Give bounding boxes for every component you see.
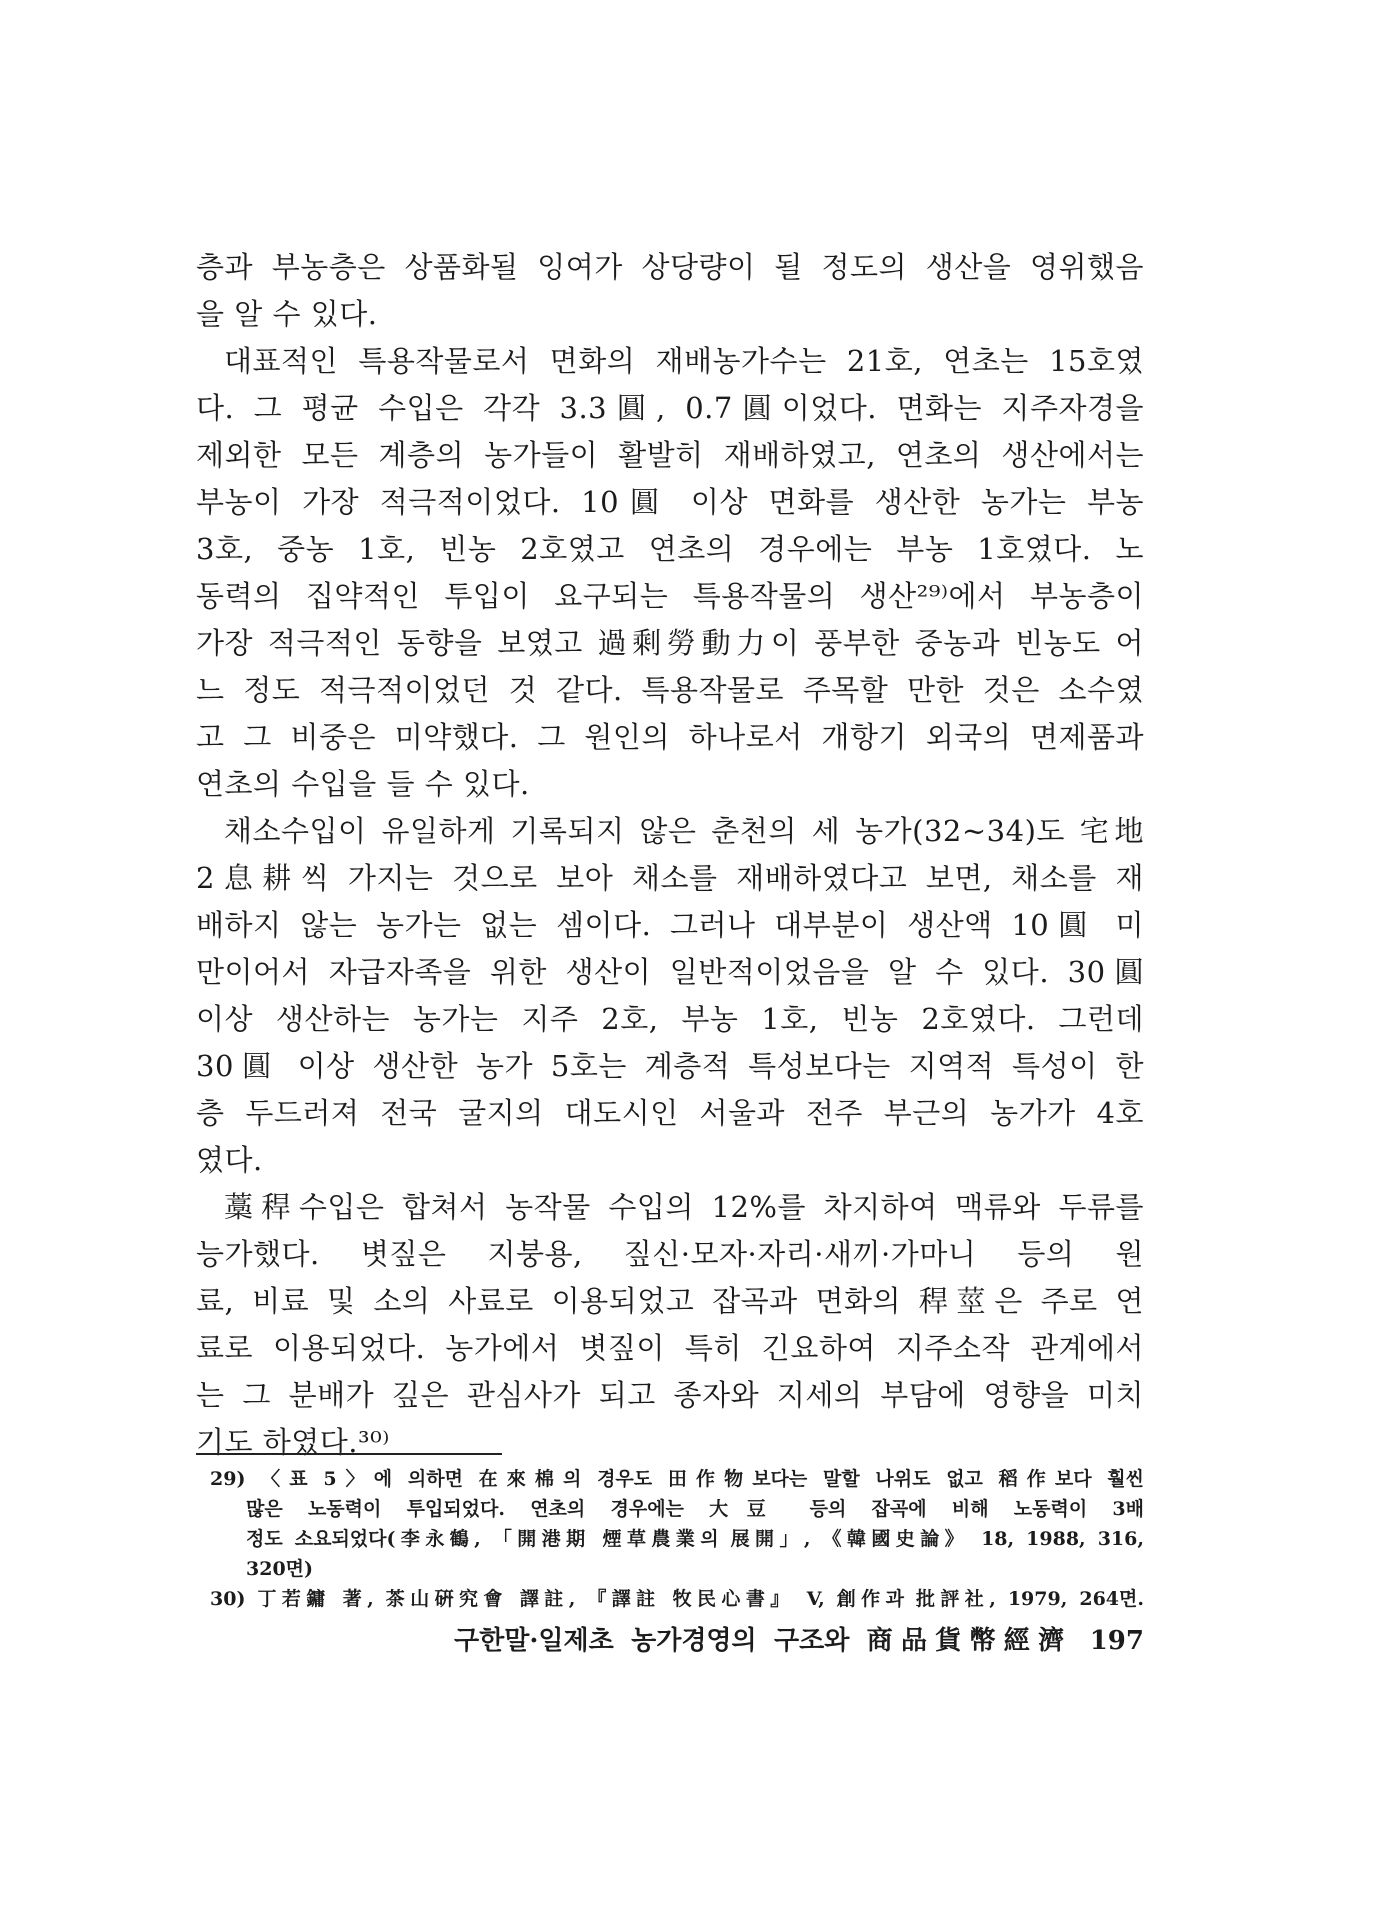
paragraph-line: 제외한 모든 계층의 농가들이 활발히 재배하였고, 연초의 생산에서는 xyxy=(196,438,1144,472)
paragraph-line: 기도 하였다.³⁰⁾ xyxy=(196,1425,390,1459)
paragraph-line: 3호, 중농 1호, 빈농 2호였고 연초의 경우에는 부농 1호였다. 노 xyxy=(196,532,1144,566)
paragraph-line: 는 그 분배가 깊은 관심사가 되고 종자와 지세의 부담에 영향을 미치 xyxy=(196,1378,1144,1412)
paragraph-line: 능가했다. 볏짚은 지붕용, 짚신·모자·자리·새끼·가마니 등의 원 xyxy=(196,1237,1144,1271)
footnote-29-continued: 많은 노동력이 투입되었다. 연초의 경우에는 大豆 등의 잡곡에 비해 노동력이 3배 xyxy=(246,1498,1144,1520)
paragraph-line: 30圓 이상 생산한 농가 5호는 계층적 특성보다는 지역적 특성이 한 xyxy=(196,1049,1144,1083)
footnote-divider xyxy=(196,1453,502,1455)
paragraph-line: 층 두드러져 전국 굴지의 대도시인 서울과 전주 부근의 농가가 4호 xyxy=(196,1096,1144,1130)
footnote-30: 30) 丁若鏞 著, 茶山硏究會 譯註, 『譯註 牧民心書』 V, 創作과 批評社, 1979, 264면. xyxy=(210,1588,1144,1610)
paragraph-line: 대표적인 특용작물로서 면화의 재배농가수는 21호, 연초는 15호였 xyxy=(224,344,1144,378)
footnote-29-continued: 정도 소요되었다(李永鶴, 「開港期 煙草農業의 展開」, 《韓國史論》 18, 1988, 316, xyxy=(246,1528,1144,1550)
paragraph-line: 느 정도 적극적이었던 것 같다. 특용작물로 주목할 만한 것은 소수였 xyxy=(196,673,1144,707)
paragraph-line: 료로 이용되었다. 농가에서 볏짚이 특히 긴요하여 지주소작 관계에서 xyxy=(196,1331,1144,1365)
footnote-29: 29) 〈표 5〉에 의하면 在來棉의 경우도 田作物보다는 말할 나위도 없고 稻作보다 훨씬 xyxy=(210,1468,1144,1490)
footnote-29-continued: 320면) xyxy=(246,1558,314,1580)
paragraph-line: 부농이 가장 적극적이었다. 10圓 이상 면화를 생산한 농가는 부농 xyxy=(196,485,1144,519)
paragraph-line: 연초의 수입을 들 수 있다. xyxy=(196,767,530,801)
paragraph-line: 2息耕씩 가지는 것으로 보아 채소를 재배하였다고 보면, 채소를 재 xyxy=(196,861,1144,895)
page-number: 197 xyxy=(1089,1626,1144,1656)
paragraph-line: 료, 비료 및 소의 사료로 이용되었고 잡곡과 면화의 稈莖은 주로 연 xyxy=(196,1284,1144,1318)
paragraph-line: 였다. xyxy=(196,1143,263,1177)
paragraph-line: 藁稈수입은 합쳐서 농작물 수입의 12%를 차지하여 맥류와 두류를 xyxy=(224,1190,1144,1224)
paragraph-line: 고 그 비중은 미약했다. 그 원인의 하나로서 개항기 외국의 면제품과 xyxy=(196,720,1144,754)
running-footer-title: 구한말·일제초 농가경영의 구조와 商品貨幣經濟 xyxy=(454,1626,1073,1656)
paragraph-line: 채소수입이 유일하게 기록되지 않은 춘천의 세 농가(32~34)도 宅地 xyxy=(224,814,1144,848)
paragraph-line: 이상 생산하는 농가는 지주 2호, 부농 1호, 빈농 2호였다. 그런데 xyxy=(196,1002,1144,1036)
paragraph-line: 만이어서 자급자족을 위한 생산이 일반적이었음을 알 수 있다. 30圓 xyxy=(196,955,1144,989)
paragraph-line: 배하지 않는 농가는 없는 셈이다. 그러나 대부분이 생산액 10圓 미 xyxy=(196,908,1144,942)
paragraph-line: 을 알 수 있다. xyxy=(196,297,378,331)
body-text xyxy=(196,244,1144,1466)
paragraph-line: 층과 부농층은 상품화될 잉여가 상당량이 될 정도의 생산을 영위했음 xyxy=(196,250,1144,284)
footnotes xyxy=(210,1464,1144,1614)
paragraph-line: 다. 그 평균 수입은 각각 3.3圓, 0.7圓이었다. 면화는 지주자경을 xyxy=(196,391,1144,425)
paragraph-line: 가장 적극적인 동향을 보였고 過剩勞動力이 풍부한 중농과 빈농도 어 xyxy=(196,626,1144,660)
paragraph-line: 동력의 집약적인 투입이 요구되는 특용작물의 생산²⁹⁾에서 부농층이 xyxy=(196,579,1144,613)
running-footer xyxy=(454,1621,1144,1661)
